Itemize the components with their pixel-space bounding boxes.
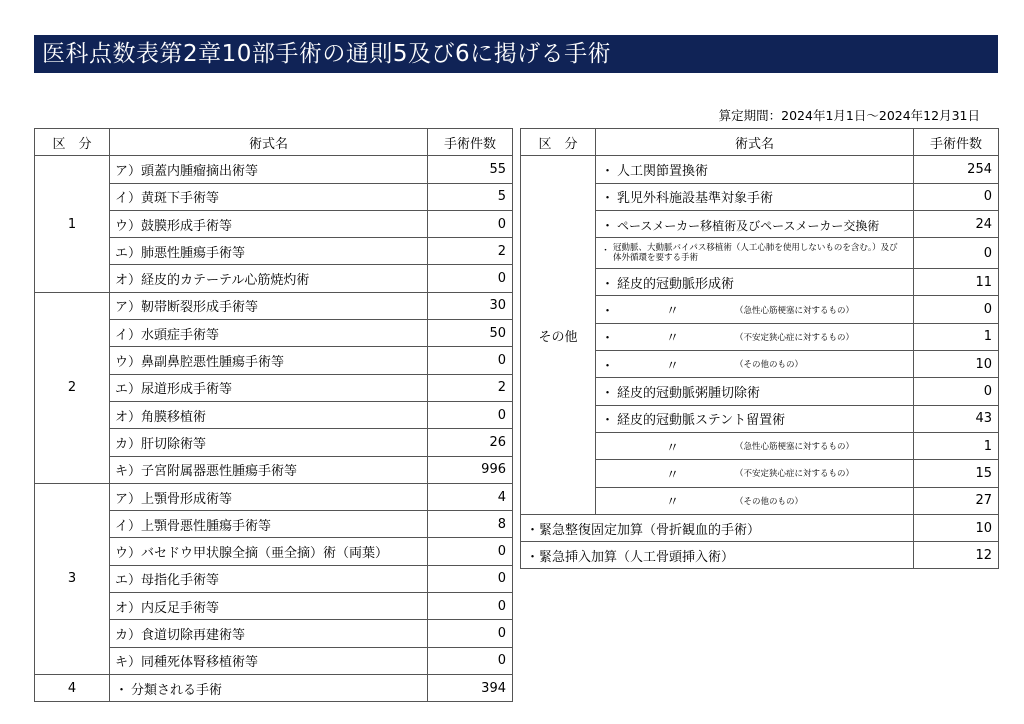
surgery-subtype: （その他のもの） [735,360,804,371]
surgery-count: 2 [428,374,513,401]
surgery-count: 394 [428,674,513,701]
surgery-name-cell [596,487,914,514]
surgery-name: 分類される手術 [131,682,223,698]
surgery-name: エ）尿道形成手術等 [110,374,428,401]
surgery-name: ・緊急整復固定加算（骨折観血的手術） [521,514,914,541]
ditto-mark: 〃 [665,495,679,511]
bullet-mark: ・ [601,246,611,257]
surgery-count: 254 [914,156,999,183]
surgery-name: イ）黄斑下手術等 [110,183,428,210]
surgery-name: ウ）鼻副鼻腔悪性腫瘍手術等 [110,347,428,374]
bullet-mark: ・ [601,191,615,207]
surgery-count: 10 [914,514,999,541]
surgery-name: オ）内反足手術等 [110,593,428,620]
bullet-mark: ・ [601,413,615,429]
category-cell: その他 [521,156,596,515]
category-cell: 2 [35,292,110,483]
surgery-name: 冠動脈、大動脈バイパス移植術（人工心肺を使用しないものを含む。）及び体外循環を要する手術 [613,243,898,264]
surgery-count: 0 [914,183,999,210]
header-count: 手術件数 [914,129,999,156]
ditto-mark: 〃 [665,304,679,320]
surgery-count: 26 [428,429,513,456]
surgery-name: ・緊急挿入加算（人工骨頭挿入術） [521,542,914,569]
ditto-mark: 〃 [665,440,679,456]
surgery-name-cell [596,156,914,183]
surgery-count: 0 [428,593,513,620]
table-row [521,542,999,569]
surgery-name-cell [596,378,914,405]
surgery-count: 43 [914,405,999,432]
table-row [35,156,513,183]
bullet-mark: ・ [601,304,615,320]
surgery-name-cell [596,238,914,269]
surgery-count: 12 [914,542,999,569]
page-title: 医科点数表第2章10部手術の通則5及び6に掲げる手術 [34,35,998,73]
ditto-mark: 〃 [665,331,679,347]
surgery-count: 0 [428,647,513,674]
surgery-name-cell [596,460,914,487]
header-category: 区 分 [521,129,596,156]
ditto-mark: 〃 [665,358,679,374]
surgery-name: イ）水頭症手術等 [110,320,428,347]
table-row [521,514,999,541]
surgery-count: 50 [428,320,513,347]
surgery-count: 0 [428,265,513,292]
surgery-name: キ）子宮附属器悪性腫瘍手術等 [110,456,428,483]
surgery-name: エ）母指化手術等 [110,565,428,592]
surgery-subtype: （不安定狭心症に対するもの） [735,469,855,480]
surgery-name: カ）肝切除術等 [110,429,428,456]
surgery-name: キ）同種死体腎移植術等 [110,647,428,674]
surgery-subtype: （急性心筋梗塞に対するもの） [735,305,855,316]
surgery-count: 24 [914,210,999,237]
calculation-period: 算定期間：2024年1月1日～2024年12月31日 [718,108,980,123]
surgery-name: ア）上顎骨形成術等 [110,483,428,510]
surgery-count: 0 [914,378,999,405]
surgery-count: 996 [428,456,513,483]
surgery-name: オ）経皮的カテーテル心筋焼灼術 [110,265,428,292]
surgery-count: 8 [428,511,513,538]
surgery-name-cell [596,432,914,459]
surgery-subtype: （急性心筋梗塞に対するもの） [735,442,855,453]
surgery-count: 1 [914,432,999,459]
surgery-name: ペースメーカー移植術及びペースメーカー交換術 [617,218,880,233]
category-cell: 1 [35,156,110,292]
surgery-count: 0 [428,565,513,592]
category-cell: 4 [35,674,110,701]
header-name: 術式名 [596,129,914,156]
surgery-count: 5 [428,183,513,210]
surgery-name-cell [596,323,914,350]
surgery-count: 0 [914,296,999,323]
bullet-mark: ・ [601,276,615,292]
bullet-mark: ・ [601,358,615,374]
surgery-count: 0 [428,210,513,237]
table-row [521,156,999,183]
header-count: 手術件数 [428,129,513,156]
left-surgery-table [34,128,513,702]
ditto-mark: 〃 [665,467,679,483]
bullet-mark: ・ [115,682,129,698]
surgery-count: 0 [428,538,513,565]
category-cell: 3 [35,483,110,674]
surgery-name: エ）肺悪性腫瘍手術等 [110,238,428,265]
surgery-name-cell [596,210,914,237]
surgery-name: ア）頭蓋内腫瘤摘出術等 [110,156,428,183]
surgery-name: ウ）鼓膜形成手術等 [110,210,428,237]
surgery-name: ウ）バセドウ甲状腺全摘（亜全摘）術（両葉） [110,538,428,565]
table-row [35,483,513,510]
surgery-subtype: （不安定狭心症に対するもの） [735,332,855,343]
surgery-name: 人工関節置換術 [617,163,709,179]
surgery-count: 15 [914,460,999,487]
surgery-name: 経皮的冠動脈粥腫切除術 [617,386,761,402]
surgery-subtype: （その他のもの） [735,496,804,507]
surgery-name: 乳児外科施設基準対象手術 [617,191,774,207]
bullet-mark: ・ [601,331,615,347]
surgery-name: カ）食道切除再建術等 [110,620,428,647]
surgery-count: 55 [428,156,513,183]
surgery-count: 27 [914,487,999,514]
surgery-name-cell [596,405,914,432]
surgery-name-cell [596,269,914,296]
surgery-count: 2 [428,238,513,265]
surgery-name-cell [596,296,914,323]
surgery-count: 11 [914,269,999,296]
surgery-name-cell [596,351,914,378]
header-category: 区 分 [35,129,110,156]
surgery-name: 経皮的冠動脈形成術 [617,276,735,292]
surgery-name: イ）上顎骨悪性腫瘍手術等 [110,511,428,538]
surgery-name: ア）靭帯断裂形成手術等 [110,292,428,319]
bullet-mark: ・ [601,163,615,179]
surgery-name: 経皮的冠動脈ステント留置術 [617,413,786,429]
bullet-mark: ・ [601,218,615,234]
surgery-name-cell [596,183,914,210]
surgery-count: 10 [914,351,999,378]
right-surgery-table [520,128,999,569]
surgery-count: 0 [428,620,513,647]
bullet-mark: ・ [601,386,615,402]
table-row [35,292,513,319]
surgery-count: 0 [428,401,513,428]
surgery-count: 0 [428,347,513,374]
surgery-count: 4 [428,483,513,510]
surgery-count: 0 [914,238,999,269]
surgery-name-cell [110,674,428,701]
surgery-name: オ）角膜移植術 [110,401,428,428]
header-name: 術式名 [110,129,428,156]
surgery-count: 1 [914,323,999,350]
table-row [35,674,513,701]
surgery-count: 30 [428,292,513,319]
